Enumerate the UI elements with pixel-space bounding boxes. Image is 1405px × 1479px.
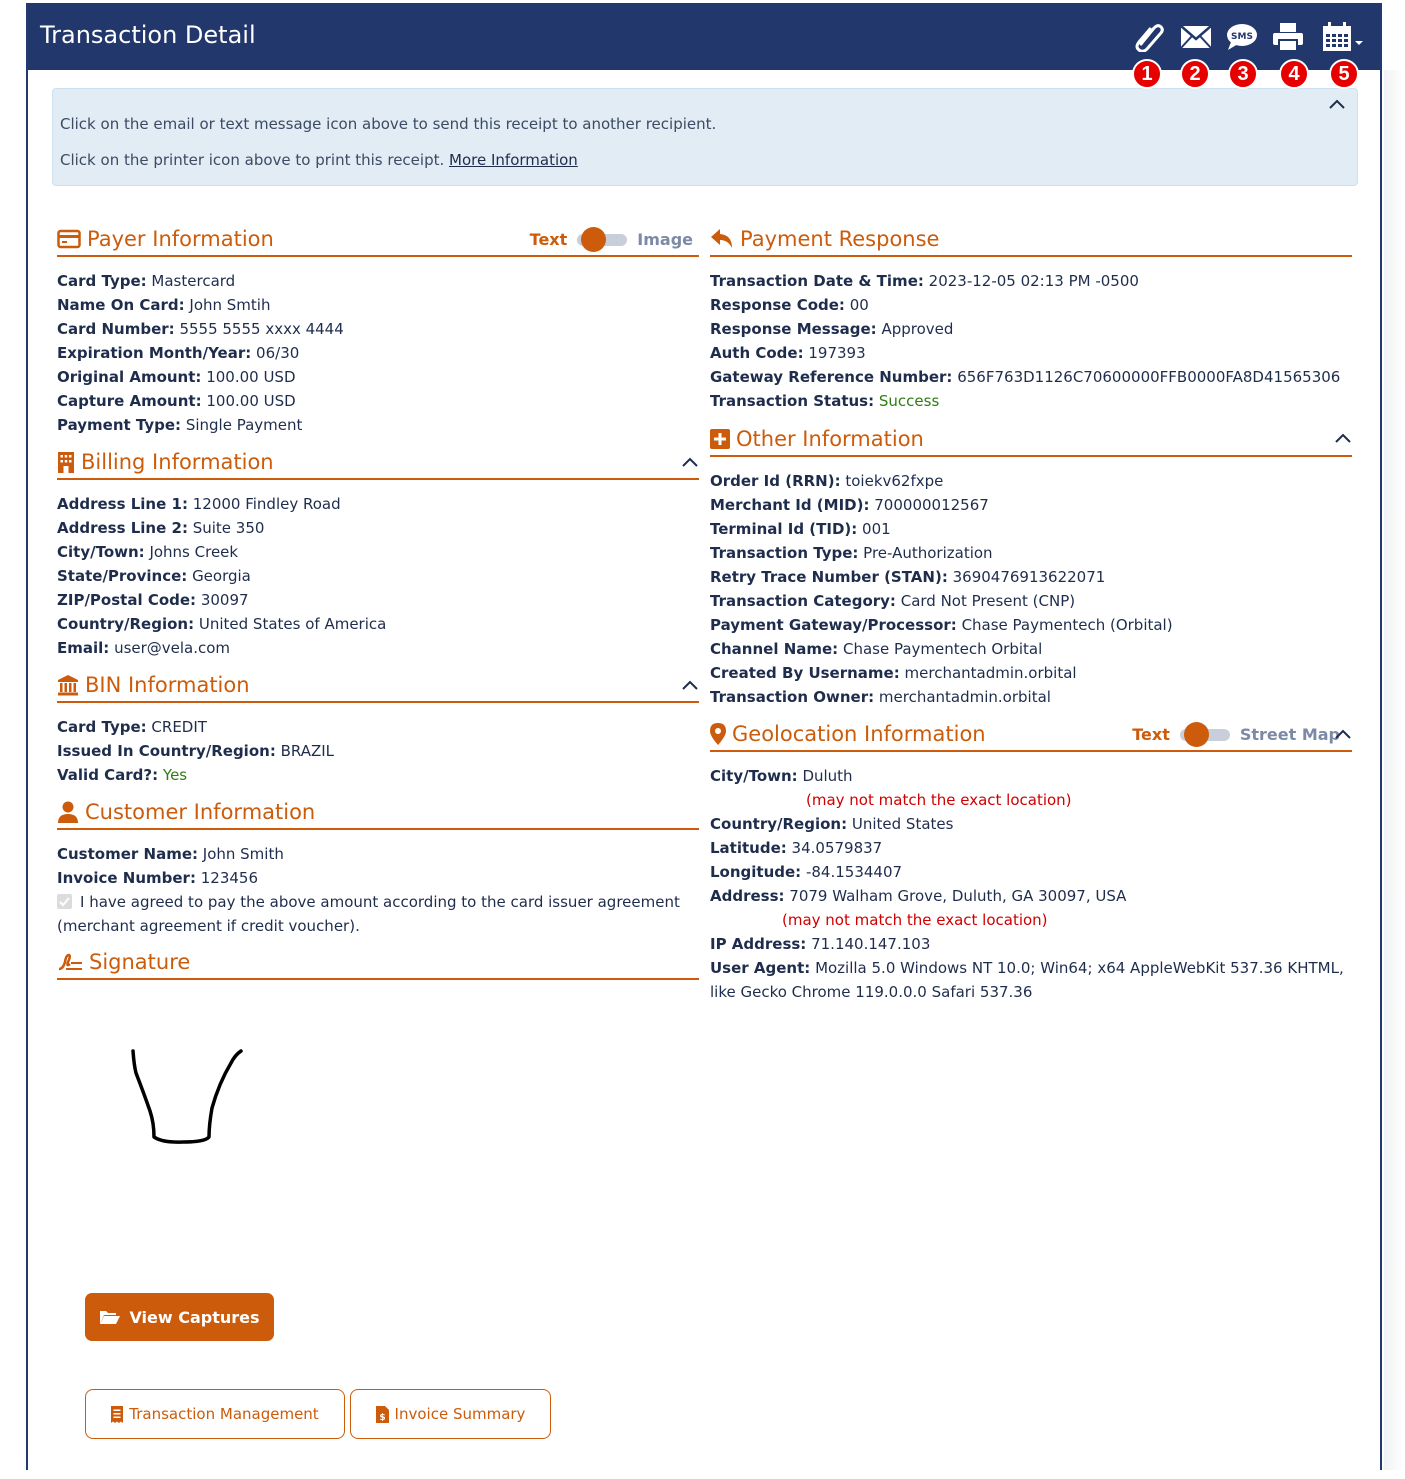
toggle-switch[interactable]: [577, 234, 627, 246]
page-shadow: [1384, 70, 1405, 1470]
sms-button[interactable]: [1224, 21, 1260, 53]
payer-row: Name On Card: John Smtih: [57, 296, 271, 314]
billing-row: State/Province: Georgia: [57, 567, 251, 585]
valid-card-status: Yes: [162, 766, 188, 784]
customer-row: Invoice Number: 123456: [57, 869, 258, 887]
user-icon: [57, 801, 79, 823]
chevron-up-icon[interactable]: [681, 678, 699, 692]
other-row: Terminal Id (TID): 001: [710, 520, 891, 538]
payer-view-toggle[interactable]: [530, 230, 693, 249]
badge-4: 4: [1279, 59, 1309, 89]
other-information-title: Other Information: [736, 427, 924, 451]
geolocation-title: Geolocation Information: [732, 722, 986, 746]
folder-open-icon: [99, 1309, 121, 1325]
paperclip-icon: [1132, 22, 1166, 52]
invoice-summary-button[interactable]: $ Invoice Summary: [350, 1389, 551, 1439]
agreement-row: [57, 890, 699, 914]
response-row: Auth Code: 197393: [710, 344, 866, 362]
bin-row: Card Type: CREDIT: [57, 718, 207, 736]
billing-row: Country/Region: United States of America: [57, 615, 387, 633]
view-captures-button[interactable]: View Captures: [85, 1293, 274, 1341]
invoice-dollar-icon: [376, 1406, 389, 1423]
geo-row-2: like Gecko Chrome 119.0.0.0 Safari 537.36: [710, 983, 1033, 1001]
info-email-text: Click on the email or text message icon above to send this receipt to another recipient.: [60, 115, 717, 133]
response-row: Transaction Status: Success: [710, 392, 940, 410]
chevron-up-icon[interactable]: [1334, 431, 1352, 445]
response-row: Response Message: Approved: [710, 320, 954, 338]
toggle-switch[interactable]: [1180, 729, 1230, 741]
billing-information-title: Billing Information: [81, 450, 274, 474]
payer-information-title: Payer Information: [87, 227, 274, 251]
geo-row: Country/Region: United States: [710, 815, 954, 833]
bin-row: Issued In Country/Region: BRAZIL: [57, 742, 335, 760]
payer-row: Expiration Month/Year: 06/30: [57, 344, 300, 362]
transaction-detail-panel: [26, 3, 1382, 1470]
toggle-knob: [581, 227, 606, 252]
email-button[interactable]: [1178, 21, 1214, 53]
info-alert: [52, 88, 1358, 186]
agreement-row-2: (merchant agreement if credit voucher).: [57, 917, 360, 935]
printer-icon: [1272, 22, 1304, 52]
response-row: Transaction Date & Time: 2023-12-05 02:13 PM -0500: [710, 272, 1139, 290]
other-row: Order Id (RRN): toiekv62fxpe: [710, 472, 944, 490]
payer-row: Card Number: 5555 5555 xxxx 4444: [57, 320, 344, 338]
geo-disclaimer: (may not match the exact location): [806, 791, 1072, 809]
toggle-text-label: Text: [529, 230, 568, 249]
billing-row: ZIP/Postal Code: 30097: [57, 591, 249, 609]
other-row: Payment Gateway/Processor: Chase Paymentech (Orbital): [710, 616, 1173, 634]
agreement-checkbox[interactable]: [57, 894, 72, 909]
print-button[interactable]: [1270, 21, 1306, 53]
receipt-icon: [111, 1406, 123, 1423]
svg-text:$: $: [378, 1412, 386, 1423]
signature-section: [57, 946, 699, 980]
other-row: Transaction Category: Card Not Present (CNP): [710, 592, 1076, 610]
other-row: Created By Username: merchantadmin.orbital: [710, 664, 1077, 682]
plus-square-icon: [710, 429, 730, 449]
chevron-up-icon[interactable]: [681, 455, 699, 469]
more-information-link[interactable]: More Information: [449, 151, 578, 169]
billing-row: City/Town: Johns Creek: [57, 543, 239, 561]
geo-row: Address: 7079 Walham Grove, Duluth, GA 30097, USA: [710, 887, 1127, 905]
payer-information-section: [57, 223, 699, 437]
payer-row: Card Type: Mastercard: [57, 272, 236, 290]
toggle-knob: [1184, 722, 1209, 747]
geo-disclaimer: (may not match the exact location): [782, 911, 1048, 929]
calendar-icon: [1321, 22, 1365, 52]
calendar-dropdown-button[interactable]: [1320, 21, 1366, 53]
other-row: Merchant Id (MID): 700000012567: [710, 496, 989, 514]
customer-information-title: Customer Information: [85, 800, 316, 824]
building-icon: [57, 451, 75, 473]
signature-icon: [57, 952, 83, 972]
payer-row: Capture Amount: 100.00 USD: [57, 392, 296, 410]
chevron-up-icon[interactable]: [1334, 727, 1352, 741]
bin-row: Valid Card?: Yes: [57, 766, 188, 784]
geo-row: IP Address: 71.140.147.103: [710, 935, 931, 953]
geo-row: Longitude: -84.1534407: [710, 863, 903, 881]
check-icon: [57, 894, 72, 909]
geo-row: User Agent: Mozilla 5.0 Windows NT 10.0; Win64; x64 AppleWebKit 537.36 KHTML,: [710, 959, 1344, 977]
billing-row: Address Line 2: Suite 350: [57, 519, 265, 537]
agreement-text: I have agreed to pay the above amount according to the card issuer agreement: [80, 893, 680, 911]
response-row: Response Code: 00: [710, 296, 869, 314]
other-information-section: [710, 423, 1352, 709]
toggle-street-map-label: Street Map: [1239, 725, 1340, 744]
other-row: Channel Name: Chase Paymentech Orbital: [710, 640, 1043, 658]
payer-row: Original Amount: 100.00 USD: [57, 368, 296, 386]
geo-row: City/Town: Duluth: [710, 767, 853, 785]
sms-icon: [1225, 22, 1259, 52]
badge-1: 1: [1132, 59, 1162, 89]
signature-image: [123, 1043, 253, 1153]
signature-title: Signature: [89, 950, 191, 974]
geolocation-section: [710, 718, 1352, 1004]
info-print-text: Click on the printer icon above to print this receipt.: [60, 151, 445, 169]
other-row: Transaction Type: Pre-Authorization: [710, 544, 993, 562]
billing-information-section: [57, 446, 699, 660]
payment-response-section: [710, 223, 1352, 413]
bin-information-section: [57, 669, 699, 787]
map-marker-icon: [710, 723, 726, 745]
transaction-status: Success: [878, 392, 940, 410]
geo-row: Latitude: 34.0579837: [710, 839, 883, 857]
bin-information-title: BIN Information: [85, 673, 250, 697]
customer-row: Customer Name: John Smith: [57, 845, 284, 863]
attach-button[interactable]: [1131, 21, 1167, 53]
payer-row: Payment Type: Single Payment: [57, 416, 303, 434]
credit-card-icon: [57, 229, 81, 249]
envelope-icon: [1180, 25, 1212, 49]
toggle-text-label: Text: [1132, 725, 1170, 744]
chevron-up-icon[interactable]: [1328, 97, 1346, 111]
other-row: Transaction Owner: merchantadmin.orbital: [710, 688, 1051, 706]
transaction-management-button[interactable]: Transaction Management: [85, 1389, 345, 1439]
customer-information-section: [57, 796, 699, 938]
toggle-image-label: Image: [637, 230, 693, 249]
billing-row: Email: user@vela.com: [57, 639, 231, 657]
badge-3: 3: [1228, 59, 1258, 89]
panel-header: [28, 3, 1380, 70]
payment-response-title: Payment Response: [740, 227, 940, 251]
page-title: Transaction Detail: [40, 21, 256, 49]
reply-icon: [710, 228, 734, 250]
svg-text:SMS: SMS: [1231, 32, 1253, 42]
geo-view-toggle[interactable]: [1132, 725, 1340, 744]
bank-icon: [57, 674, 79, 696]
response-row: Gateway Reference Number: 656F763D1126C70600000FFB0000FA8D41565306: [710, 368, 1341, 386]
badge-2: 2: [1180, 59, 1210, 89]
badge-5: 5: [1329, 59, 1359, 89]
other-row: Retry Trace Number (STAN): 3690476913622071: [710, 568, 1106, 586]
billing-row: Address Line 1: 12000 Findley Road: [57, 495, 341, 513]
